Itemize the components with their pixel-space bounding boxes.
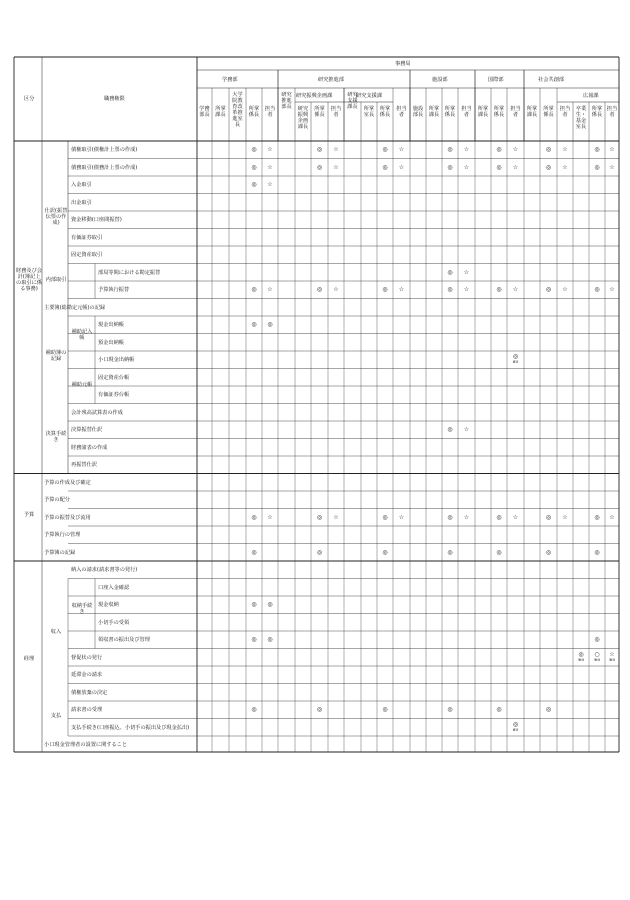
mark-symbol: ☆ bbox=[398, 286, 405, 293]
mark-symbol: ◎ bbox=[545, 163, 552, 171]
authority-mark bbox=[442, 147, 458, 153]
mark-symbol: ◎ bbox=[447, 163, 453, 171]
authority-mark bbox=[246, 182, 262, 188]
authority-mark bbox=[377, 515, 393, 521]
mark-symbol: ◎ bbox=[267, 321, 273, 328]
authority-mark bbox=[604, 515, 620, 521]
mark-symbol: ☆ bbox=[267, 513, 273, 521]
mark-symbol: ◎ bbox=[447, 268, 453, 276]
authority-mark bbox=[604, 165, 620, 171]
row-label: 預金出納帳 bbox=[98, 339, 124, 346]
authority-mark bbox=[312, 550, 328, 556]
row-label: 予算執行振替 bbox=[98, 287, 130, 293]
mark-symbol: ◎ bbox=[447, 548, 453, 556]
authority-mark bbox=[442, 427, 458, 433]
row-label: 小口現金管理者の設置に関すること bbox=[44, 742, 128, 748]
mark-symbol: ☆ bbox=[333, 286, 339, 293]
authority-mark bbox=[394, 287, 410, 293]
authority-mark bbox=[262, 147, 278, 153]
mark-symbol: ◎ bbox=[578, 650, 584, 658]
row-label: 請求書の受理 bbox=[71, 707, 103, 713]
authority-mark bbox=[262, 602, 278, 608]
section-header: 研究振興企画課 bbox=[296, 93, 333, 99]
authority-mark bbox=[312, 147, 328, 153]
column-header: 担当者 bbox=[330, 106, 342, 118]
authority-mark bbox=[459, 427, 475, 433]
department-header: 社会共創部 bbox=[538, 77, 564, 83]
mark-symbol: ☆ bbox=[562, 163, 568, 171]
mark-symbol: ☆ bbox=[512, 513, 519, 521]
authority-mark bbox=[508, 354, 524, 364]
authority-mark bbox=[557, 165, 573, 171]
mark-symbol: ◎ bbox=[316, 513, 323, 521]
mark-symbol: ◎ bbox=[512, 720, 519, 728]
mark-symbol: ☆ bbox=[463, 286, 470, 293]
mark-symbol: ☆ bbox=[267, 163, 273, 171]
row-label: 債権放棄の決定 bbox=[71, 689, 108, 696]
row-label: 予算執行の管理 bbox=[44, 532, 81, 538]
subgroup-label: 補助元帳 bbox=[71, 382, 93, 388]
department-header: 施設部 bbox=[432, 77, 448, 83]
column-header: 所掌係長 bbox=[444, 106, 456, 118]
row-label: 主要簿(総勘定元帳)の記録 bbox=[44, 304, 106, 311]
authority-mark bbox=[541, 707, 557, 713]
mark-symbol: ◎ bbox=[251, 181, 257, 188]
authority-mark bbox=[459, 165, 475, 171]
mark-note: ※8 bbox=[594, 656, 600, 662]
column-header: 研究支援課長 bbox=[347, 92, 358, 110]
column-header: 所掌係長 bbox=[591, 106, 603, 118]
authority-mark bbox=[377, 707, 393, 713]
row-label: 現金出納帳 bbox=[98, 322, 124, 328]
shokumu-header: 職務権限 bbox=[104, 96, 125, 102]
group-label: 財務及び会計(簿記上の取引に係る事務) bbox=[16, 268, 42, 292]
authority-mark bbox=[262, 515, 278, 521]
row-label: 会計残高試算表の作成 bbox=[71, 409, 123, 416]
mark-symbol: ◎ bbox=[316, 706, 323, 713]
authority-mark bbox=[442, 550, 458, 556]
mark-symbol: ◎ bbox=[496, 286, 502, 293]
column-header: 所掌係長 bbox=[543, 106, 554, 118]
authority-mark bbox=[246, 165, 262, 171]
mark-symbol: ◎ bbox=[545, 548, 552, 556]
authority-mark bbox=[491, 550, 507, 556]
mark-symbol: ◎ bbox=[545, 706, 552, 713]
row-label: 予算の配分 bbox=[44, 497, 70, 503]
column-header: 研究推進部長 bbox=[281, 92, 292, 110]
authority-mark bbox=[541, 515, 557, 521]
authority-mark bbox=[508, 515, 524, 521]
department-header: 国際部 bbox=[488, 77, 504, 83]
department-header: 学務部 bbox=[222, 77, 238, 83]
mark-symbol: ☆ bbox=[463, 268, 470, 276]
mark-symbol: ◎ bbox=[251, 548, 257, 556]
authority-mark bbox=[508, 165, 524, 171]
authority-mark bbox=[442, 707, 458, 713]
authority-mark bbox=[491, 287, 507, 293]
authority-mark bbox=[589, 165, 605, 171]
mark-symbol: ◎ bbox=[496, 146, 502, 153]
column-header: 所掌室長 bbox=[363, 106, 375, 118]
mark-symbol: ◎ bbox=[594, 513, 600, 521]
authority-mark bbox=[442, 165, 458, 171]
mark-symbol: ◎ bbox=[496, 163, 502, 171]
authority-mark bbox=[508, 722, 524, 732]
authority-mark bbox=[377, 287, 393, 293]
mark-symbol: ◎ bbox=[267, 601, 273, 608]
row-label: 現金収納 bbox=[98, 602, 119, 608]
column-header: 担当者 bbox=[461, 106, 472, 118]
authority-mark bbox=[459, 147, 475, 153]
mark-symbol: ☆ bbox=[398, 146, 405, 153]
column-header: 研究振興企画課長 bbox=[297, 106, 309, 130]
mark-symbol: ☆ bbox=[267, 286, 273, 293]
subgroup-label: 収納手続き bbox=[71, 603, 93, 615]
mark-symbol: ◎ bbox=[251, 163, 257, 171]
mark-symbol: ◎ bbox=[382, 146, 388, 153]
authority-mark bbox=[557, 515, 573, 521]
column-header: 大学院教育改革推進室長 bbox=[232, 92, 243, 128]
row-label: 再振替仕訳 bbox=[71, 462, 97, 468]
authority-mark bbox=[541, 165, 557, 171]
authority-mark bbox=[508, 147, 524, 153]
subgroup-label: 仕訳(振替伝票の作成) bbox=[44, 208, 68, 226]
authority-mark bbox=[442, 270, 458, 276]
row-label: 出金取引 bbox=[71, 199, 92, 206]
subgroup-label: 補助記入帳 bbox=[71, 329, 93, 341]
subgroup-label: 収入 bbox=[50, 629, 62, 635]
mark-symbol: ◎ bbox=[545, 513, 552, 521]
mark-symbol: ☆ bbox=[267, 181, 273, 188]
subgroup-label: 内部取引 bbox=[45, 277, 67, 283]
subgroup-label: 支払 bbox=[50, 713, 62, 719]
column-header: 担当者 bbox=[559, 106, 571, 118]
mark-symbol: ☆ bbox=[562, 286, 568, 293]
authority-mark bbox=[442, 515, 458, 521]
group-label: 経理 bbox=[23, 656, 35, 662]
authority-mark bbox=[377, 165, 393, 171]
row-label: 固定資産台帳 bbox=[98, 374, 130, 381]
section-header: 広報課 bbox=[583, 93, 599, 99]
column-header: 担当者 bbox=[264, 106, 276, 118]
authority-mark bbox=[557, 147, 573, 153]
mark-note: ※8 bbox=[609, 656, 615, 662]
authority-mark bbox=[246, 550, 262, 556]
kubun-header: 区分 bbox=[24, 96, 35, 102]
authority-mark bbox=[604, 652, 620, 662]
authority-mark bbox=[377, 550, 393, 556]
mark-symbol: ◎ bbox=[382, 163, 388, 171]
mark-symbol: ☆ bbox=[463, 513, 470, 521]
jimukyoku-header: 事務局 bbox=[395, 61, 411, 67]
authority-mark bbox=[312, 707, 328, 713]
section-header: 研究支援課 bbox=[356, 93, 382, 99]
column-header: 所掌課長 bbox=[477, 106, 489, 118]
authority-mark bbox=[459, 515, 475, 521]
authority-mark bbox=[246, 287, 262, 293]
row-label: 債務取引(債務計上票の作成) bbox=[71, 164, 138, 171]
row-label: 財務諸表の作成 bbox=[71, 444, 108, 451]
row-label: 小切手の受領 bbox=[98, 619, 130, 626]
mark-symbol: ☆ bbox=[333, 163, 339, 171]
authority-mark bbox=[604, 287, 620, 293]
mark-symbol: ☆ bbox=[609, 286, 615, 293]
authority-mark bbox=[394, 147, 410, 153]
authority-mark bbox=[262, 182, 278, 188]
row-label: 納入の請求(請求書等の発行) bbox=[71, 567, 138, 573]
row-label: 延滞金の請求 bbox=[71, 672, 103, 678]
mark-symbol: ◎ bbox=[545, 146, 552, 153]
authority-mark bbox=[262, 287, 278, 293]
subgroup-label: 補助簿の記録 bbox=[45, 350, 67, 362]
row-label: 決算振替仕訳 bbox=[71, 427, 103, 433]
mark-symbol: ◎ bbox=[251, 146, 257, 153]
column-header: 所掌課長 bbox=[526, 106, 538, 118]
row-label: 口座入金確認 bbox=[98, 584, 130, 591]
authority-mark bbox=[541, 287, 557, 293]
mark-symbol: ☆ bbox=[512, 163, 519, 171]
column-header: 所掌課長 bbox=[428, 106, 440, 118]
mark-symbol: ☆ bbox=[333, 513, 339, 521]
authority-mark bbox=[541, 550, 557, 556]
row-label: 固定資産取引 bbox=[71, 252, 103, 258]
mark-symbol: ◎ bbox=[316, 146, 323, 153]
mark-symbol: ◎ bbox=[594, 163, 600, 171]
authority-mark bbox=[394, 165, 410, 171]
mark-symbol: ◎ bbox=[594, 146, 600, 153]
authority-mark bbox=[442, 287, 458, 293]
mark-symbol: ◎ bbox=[447, 426, 453, 433]
row-label: 有価証券取引 bbox=[71, 234, 103, 241]
mark-note: ※8 bbox=[578, 656, 584, 662]
column-header: 担当者 bbox=[606, 106, 618, 118]
authority-mark bbox=[246, 515, 262, 521]
authority-mark bbox=[589, 652, 605, 662]
department-header: 研究推進部 bbox=[318, 77, 344, 83]
mark-symbol: ◎ bbox=[251, 706, 257, 713]
authority-mark bbox=[589, 515, 605, 521]
subgroup-label: 決算手続き bbox=[45, 431, 67, 443]
authority-mark bbox=[328, 287, 344, 293]
mark-symbol: ◎ bbox=[251, 286, 257, 293]
row-label: 債権取引(債権計上票の作成) bbox=[71, 147, 138, 153]
mark-symbol: ☆ bbox=[609, 513, 615, 521]
mark-symbol: ◎ bbox=[382, 286, 388, 293]
mark-symbol: ☆ bbox=[562, 146, 568, 153]
authority-mark bbox=[246, 322, 262, 328]
mark-symbol: ☆ bbox=[398, 163, 405, 171]
authority-mark bbox=[459, 270, 475, 276]
mark-symbol: ☆ bbox=[609, 163, 615, 171]
mark-symbol: ◎ bbox=[316, 163, 323, 171]
column-header: 担当者 bbox=[510, 106, 521, 118]
column-header: 学務部長 bbox=[199, 106, 210, 118]
column-header: 施設部長 bbox=[412, 106, 424, 118]
column-header: 所掌係長 bbox=[248, 106, 260, 118]
row-label: 有価証券台帳 bbox=[98, 392, 130, 398]
authority-mark bbox=[328, 515, 344, 521]
mark-symbol: ☆ bbox=[267, 146, 273, 153]
authority-mark bbox=[312, 165, 328, 171]
authority-mark bbox=[328, 147, 344, 153]
row-label: 部局等間における勘定振替 bbox=[98, 269, 161, 276]
mark-symbol: ☆ bbox=[512, 286, 519, 293]
authority-mark bbox=[589, 287, 605, 293]
mark-symbol: ○ bbox=[594, 650, 600, 658]
mark-symbol: ◎ bbox=[382, 513, 388, 521]
authority-mark bbox=[246, 147, 262, 153]
column-header: 所掌係長 bbox=[314, 106, 325, 118]
mark-symbol: ◎ bbox=[316, 286, 323, 293]
mark-symbol: ☆ bbox=[463, 163, 470, 171]
mark-symbol: ◎ bbox=[267, 636, 273, 643]
authority-mark bbox=[589, 550, 605, 556]
mark-symbol: ☆ bbox=[609, 650, 615, 658]
row-label: 資金移動(口座間振替) bbox=[71, 217, 122, 223]
mark-symbol: ◎ bbox=[496, 548, 502, 556]
authority-mark bbox=[491, 515, 507, 521]
mark-symbol: ◎ bbox=[447, 146, 453, 153]
mark-symbol: ☆ bbox=[463, 426, 470, 433]
mark-symbol: ◎ bbox=[316, 548, 323, 556]
row-label: 小口現金出納帳 bbox=[98, 357, 135, 363]
authority-mark bbox=[491, 707, 507, 713]
authority-mark bbox=[459, 287, 475, 293]
row-label: 予算の振替及び流用 bbox=[44, 514, 91, 521]
mark-symbol: ◎ bbox=[496, 513, 502, 521]
authority-mark bbox=[573, 652, 589, 662]
column-header: 卒業生・基金室長 bbox=[575, 106, 587, 130]
mark-symbol: ◎ bbox=[545, 286, 552, 293]
authority-mark bbox=[508, 287, 524, 293]
mark-symbol: ◎ bbox=[251, 321, 257, 328]
authority-mark bbox=[246, 602, 262, 608]
mark-symbol: ☆ bbox=[512, 146, 519, 153]
mark-symbol: ◎ bbox=[382, 706, 388, 713]
mark-symbol: ☆ bbox=[562, 513, 568, 521]
mark-symbol: ◎ bbox=[594, 636, 600, 643]
group-label: 予算 bbox=[23, 512, 35, 518]
mark-note: ※5 bbox=[512, 726, 519, 732]
mark-symbol: ◎ bbox=[594, 548, 600, 556]
column-header: 所掌係長 bbox=[379, 106, 391, 118]
authority-mark bbox=[557, 287, 573, 293]
column-header: 所掌課長 bbox=[215, 106, 226, 118]
mark-symbol: ☆ bbox=[333, 146, 339, 153]
mark-symbol: ◎ bbox=[251, 513, 257, 521]
mark-note: ※5 bbox=[512, 359, 519, 364]
mark-symbol: ◎ bbox=[447, 286, 453, 293]
authority-mark bbox=[312, 287, 328, 293]
authority-mark bbox=[491, 147, 507, 153]
authority-mark bbox=[604, 147, 620, 153]
authority-mark bbox=[246, 707, 262, 713]
row-label: 領収書の振出及び管理 bbox=[98, 637, 150, 643]
mark-symbol: ◎ bbox=[251, 601, 257, 608]
mark-symbol: ◎ bbox=[251, 636, 257, 643]
authority-mark bbox=[589, 637, 605, 643]
authority-mark bbox=[246, 637, 262, 643]
mark-symbol: ◎ bbox=[447, 706, 453, 713]
authority-mark bbox=[312, 515, 328, 521]
row-label: 支払手続き(口座振込、小切手の振出及び現金払出) bbox=[71, 724, 190, 731]
mark-symbol: ☆ bbox=[398, 513, 405, 521]
authority-mark bbox=[262, 165, 278, 171]
mark-symbol: ◎ bbox=[496, 706, 502, 713]
row-label: 督促状の発行 bbox=[71, 654, 103, 661]
authority-mark bbox=[377, 147, 393, 153]
authority-mark bbox=[328, 165, 344, 171]
row-label: 予算簿の記録 bbox=[44, 549, 76, 556]
authority-mark bbox=[541, 147, 557, 153]
mark-symbol: ☆ bbox=[463, 146, 470, 153]
mark-symbol: ◎ bbox=[512, 353, 519, 360]
mark-symbol: ◎ bbox=[447, 513, 453, 521]
column-header: 所掌係長 bbox=[493, 106, 505, 118]
row-label: 入金取引 bbox=[71, 182, 92, 188]
authority-mark bbox=[262, 322, 278, 328]
mark-symbol: ☆ bbox=[609, 146, 615, 153]
authority-mark bbox=[394, 515, 410, 521]
authority-mark bbox=[491, 165, 507, 171]
mark-symbol: ◎ bbox=[594, 286, 600, 293]
column-header: 担当者 bbox=[396, 106, 407, 118]
authority-mark bbox=[589, 147, 605, 153]
authority-mark bbox=[262, 637, 278, 643]
mark-symbol: ◎ bbox=[382, 548, 388, 556]
row-label: 予算の作成及び確定 bbox=[44, 479, 91, 486]
